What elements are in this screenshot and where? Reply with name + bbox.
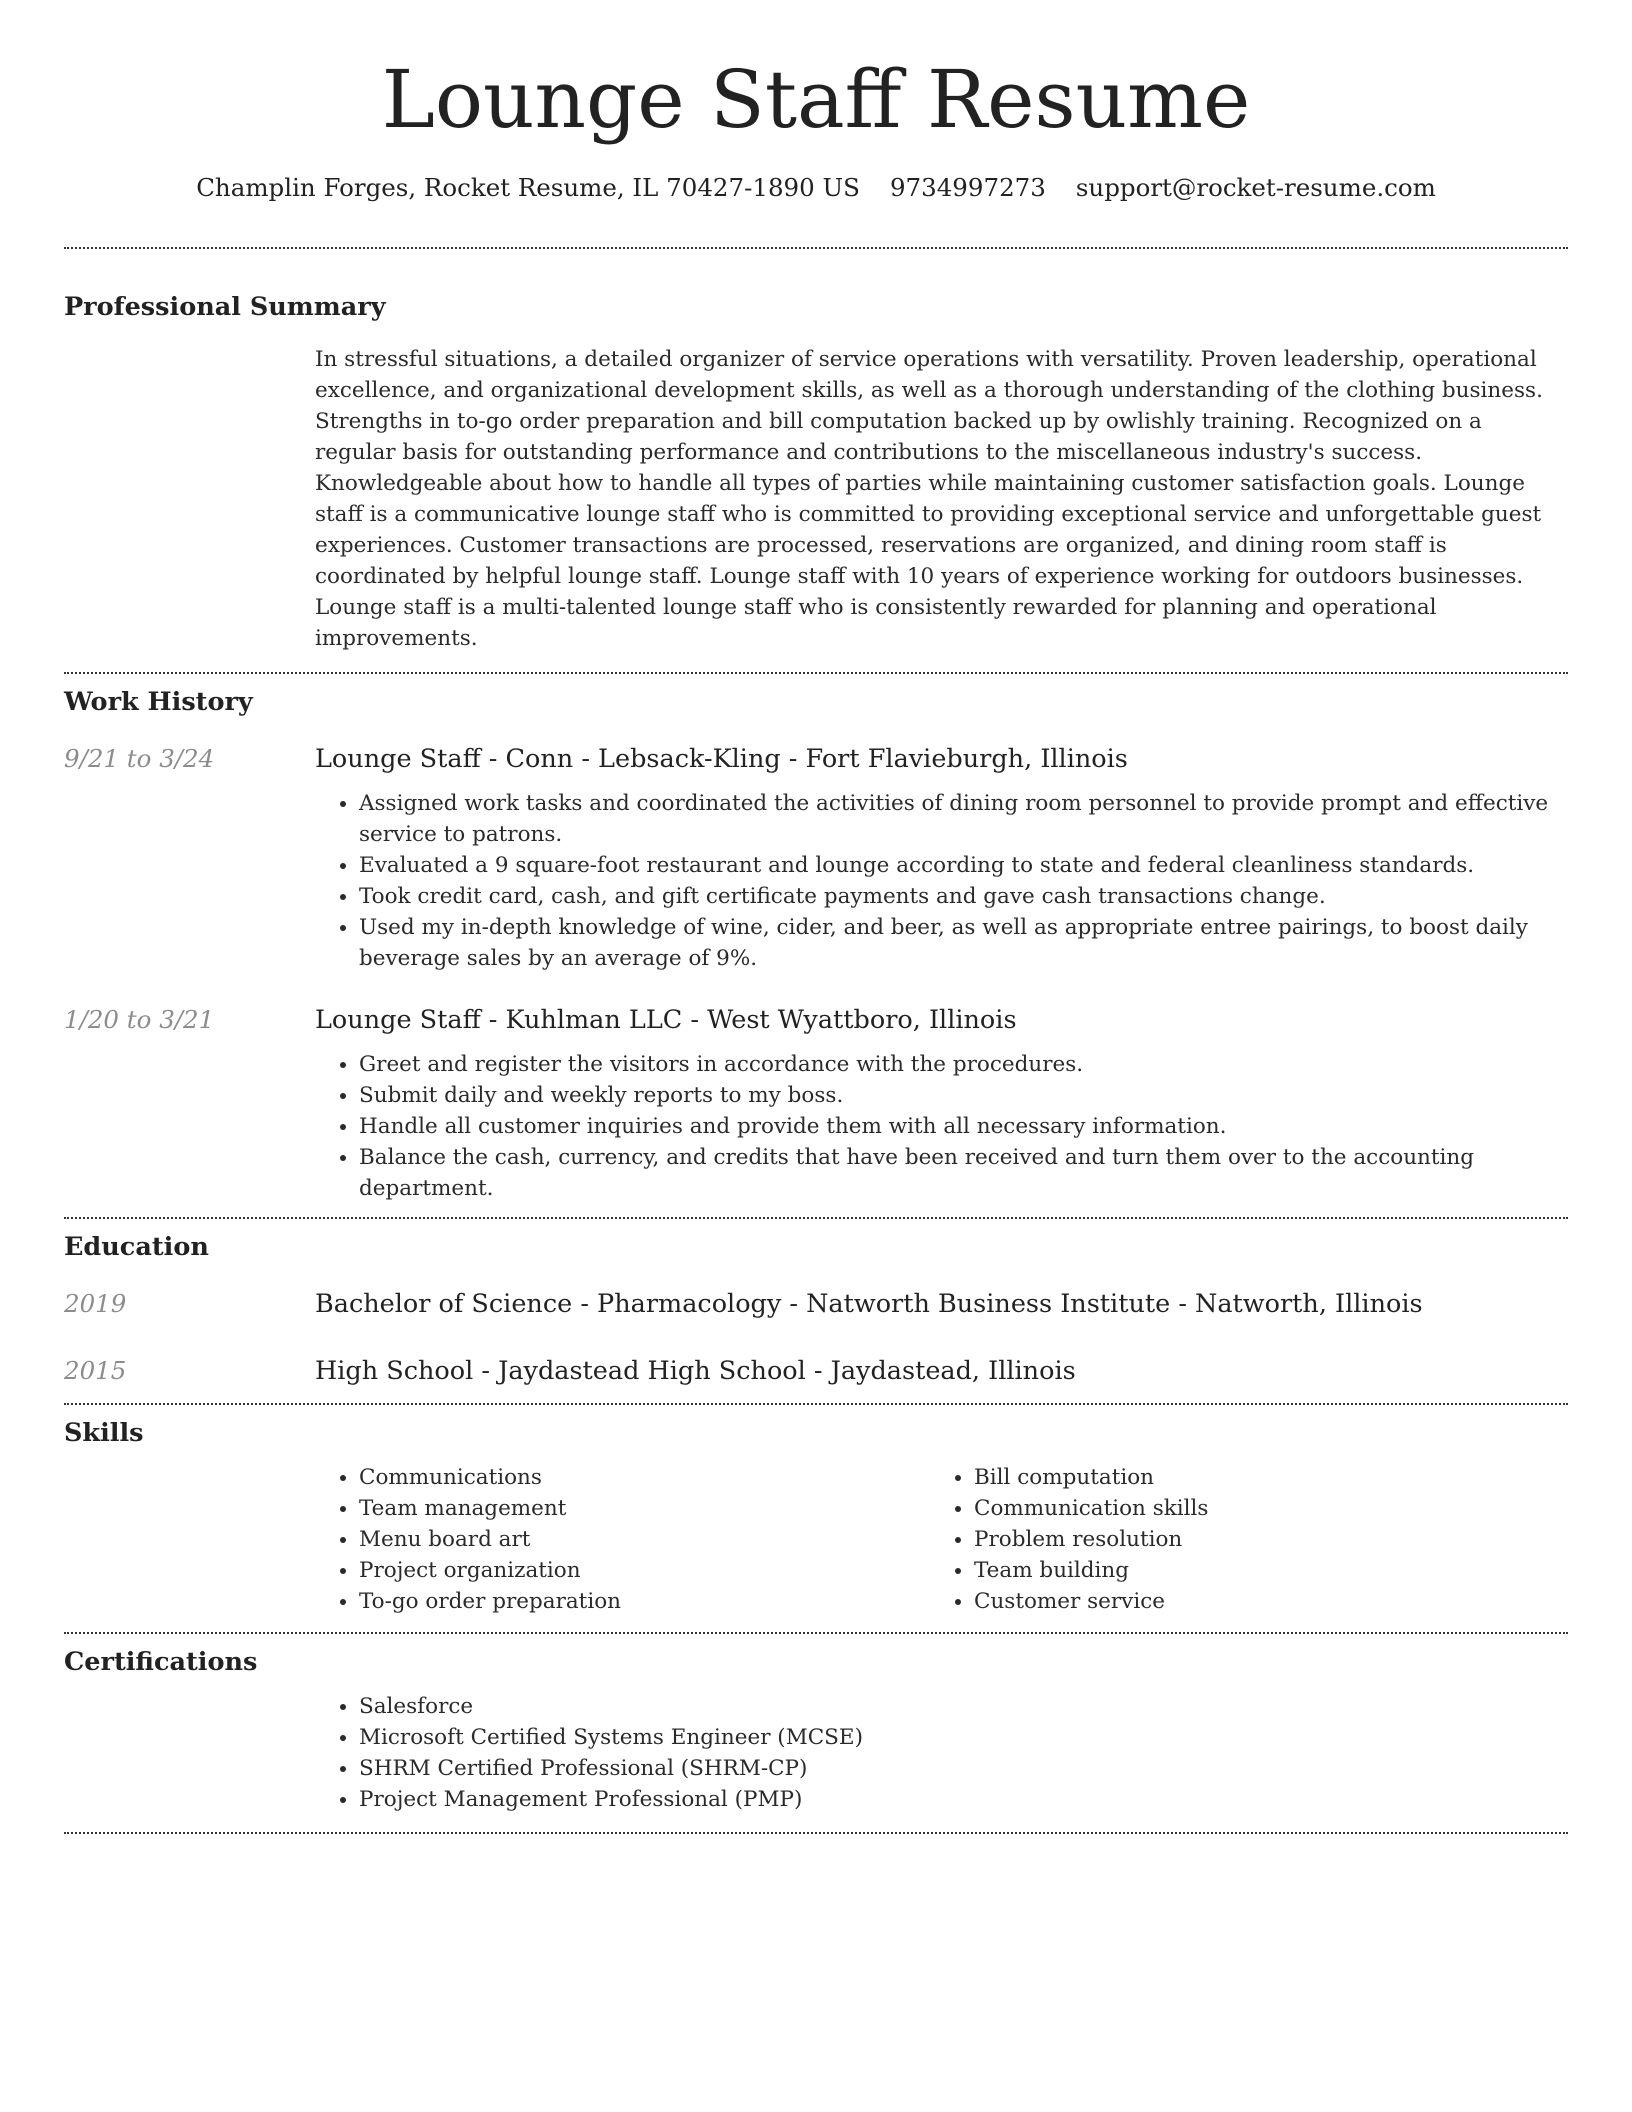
list-item: • Microsoft Certified Systems Engineer (MCSE) [359,1722,1568,1753]
skills-column-right [930,1462,1545,1617]
education-entry [64,1287,1568,1321]
skills-list [315,1462,930,1617]
work-heading: Lounge Staff - Kuhlman LLC - West Wyattboro, Illinois [315,1005,1017,1035]
education-date: 2019 [64,1289,127,1318]
education-body [315,1354,1568,1388]
list-item: • Team management [359,1493,930,1524]
skills-column-left [315,1462,930,1617]
work-date: 9/21 to 3/24 [64,744,215,773]
divider [64,1832,1568,1834]
work-entry [64,742,1568,974]
list-item: • Project organization [359,1555,930,1586]
list-item: • Balance the cash, currency, and credits that have been received and turn them over to the accounting department. [359,1142,1568,1204]
divider [64,672,1568,674]
list-item: • Customer service [974,1586,1545,1617]
contact-email: support@rocket-resume.com [1075,173,1436,202]
list-item: • Problem resolution [974,1524,1545,1555]
list-item: • Team building [974,1555,1545,1586]
education-date: 2015 [64,1356,127,1385]
skills-list [930,1462,1545,1617]
list-item: • Assigned work tasks and coordinated the activities of dining room personnel to provide prompt and effective service to patrons. [359,788,1568,850]
work-entry [64,1003,1568,1204]
list-item: • Evaluated a 9 square-foot restaurant and lounge according to state and federal cleanliness standards. [359,850,1568,881]
certifications-list [315,1691,1568,1815]
list-item: • Menu board art [359,1524,930,1555]
list-item: • Used my in-depth knowledge of wine, cider, and beer, as well as appropriate entree pairings, to boost daily beverage sales by an average of 9%. [359,912,1568,974]
work-date: 1/20 to 3/21 [64,1005,215,1034]
summary-section-title: Professional Summary [64,292,386,322]
divider [64,1403,1568,1405]
education-section-title: Education [64,1232,209,1262]
resume-page [64,0,1568,1834]
work-section-title: Work History [64,687,253,717]
work-heading: Lounge Staff - Conn - Lebsack-Kling - Fort Flavieburgh, Illinois [315,744,1128,774]
work-bullets [315,1049,1568,1204]
divider [64,1632,1568,1634]
education-entry [64,1354,1568,1388]
list-item: • Bill computation [974,1462,1545,1493]
work-body [315,742,1568,974]
skills-section-title: Skills [64,1418,144,1448]
list-item: • Salesforce [359,1691,1568,1722]
resume-title: Lounge Staff Resume [381,53,1251,146]
work-body [315,1003,1568,1204]
list-item: • Project Management Professional (PMP) [359,1784,1568,1815]
list-item: • To-go order preparation [359,1586,930,1617]
list-item: • Communication skills [974,1493,1545,1524]
divider [64,247,1568,249]
certifications-bullets [315,1691,1568,1815]
list-item: • Communications [359,1462,930,1493]
list-item: • Submit daily and weekly reports to my boss. [359,1080,1568,1111]
education-heading: High School - Jaydastead High School - Jaydastead, Illinois [315,1356,1076,1386]
work-bullets [315,788,1568,974]
skills-grid [315,1462,1568,1617]
summary-text: In stressful situations, a detailed organizer of service operations with versatility. Proven leadership, operational excellence, and organizational development skills, as well as a thorough understanding of the clothing business. Strengths in to-go order preparation and bill computation backed up by owlishly training. Recognized on a regular basis for outstanding performance and contributions to the miscellaneous industry's success. Knowledgeable about how to handle all types of parties while maintaining customer satisfaction goals. Lounge staff is a communicative lounge staff who is committed to providing exceptional service and unforgettable guest experiences. Customer transactions are processed, reservations are organized, and dining room staff is coordinated by helpful lounge staff. Lounge staff with 10 years of experience working for outdoors businesses. Lounge staff is a multi-talented lounge staff who is consistently rewarded for planning and operational improvements. [315,347,1543,651]
contact-address: Champlin Forges, Rocket Resume, IL 70427-1890 US [196,173,860,202]
divider [64,1217,1568,1219]
contact-phone: 9734997273 [889,173,1046,202]
list-item: • Greet and register the visitors in accordance with the procedures. [359,1049,1568,1080]
list-item: • Handle all customer inquiries and provide them with all necessary information. [359,1111,1568,1142]
education-heading: Bachelor of Science - Pharmacology - Natworth Business Institute - Natworth, Illinois [315,1289,1423,1319]
contact-line [64,172,1568,204]
list-item: • SHRM Certified Professional (SHRM-CP) [359,1753,1568,1784]
certifications-section-title: Certifications [64,1647,258,1677]
list-item: • Took credit card, cash, and gift certificate payments and gave cash transactions change. [359,881,1568,912]
education-body [315,1287,1568,1321]
